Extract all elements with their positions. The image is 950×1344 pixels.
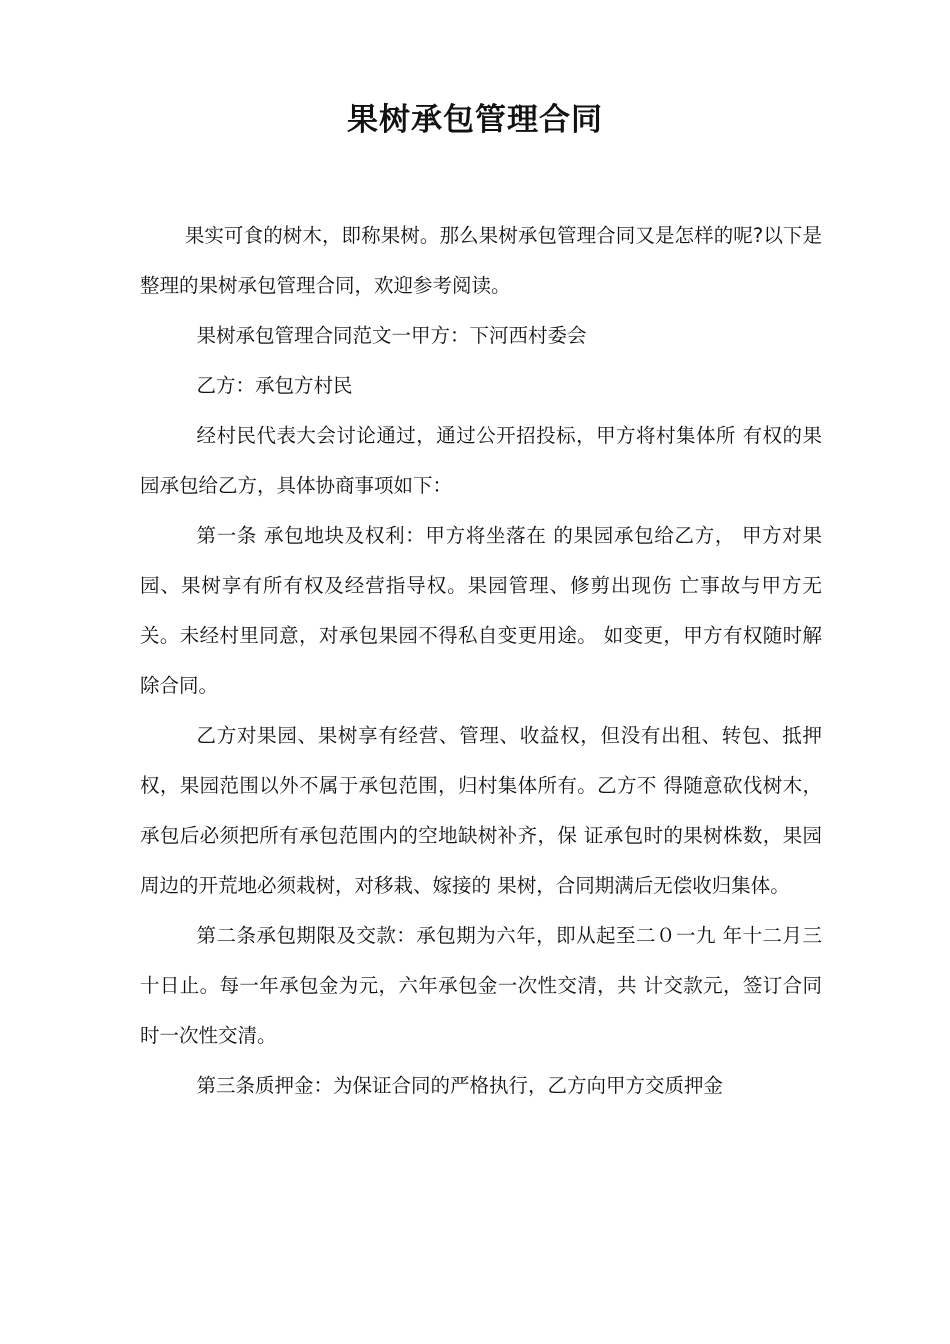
paragraph-article-1-b: 乙方对果园、果树享有经营、管理、收益权，但没有出租、转包、抵押权，果园范围以外不属于承包范围，归村集体所有。乙方不 得随意砍伐树木，承包后必须把所有承包范围内的空地缺树补齐，保 证承包时的果树株数，果园周边的开荒地必须栽树，对移栽、嫁接的 果树，合同期满后无偿收归集体。 (140, 724, 822, 897)
document-title: 果树承包管理合同 (347, 102, 603, 138)
paragraph-party-a: 果树承包管理合同范文一甲方：下河西村委会 (196, 324, 587, 347)
paragraph-party-b: 乙方：承包方村民 (196, 374, 353, 397)
paragraph-preamble: 经村民代表大会讨论通过，通过公开招投标，甲方将村集体所 有权的果园承包给乙方，具体协商事项如下： (140, 424, 822, 497)
paragraph-article-1: 第一条 承包地块及权利：甲方将坐落在 的果园承包给乙方， 甲方对果园、果树享有所有权及经营指导权。果园管理、修剪出现伤 亡事故与甲方无关。未经村里同意，对承包果园不得私自变更用途。 如变更，甲方有权随时解除合同。 (140, 524, 822, 697)
paragraph-intro: 果实可食的树木，即称果树。那么果树承包管理合同又是怎样的呢?以下是 整理的果树承包管理合同，欢迎参考阅读。 (140, 224, 822, 297)
paragraph-article-2: 第二条承包期限及交款：承包期为六年，即从起至二０一九 年十二月三十日止。每一年承包金为元，六年承包金一次性交清，共 计交款元，签订合同时一次性交清。 (140, 924, 822, 1047)
document-body (140, 211, 822, 1111)
paragraph-article-3: 第三条质押金：为保证合同的严格执行，乙方向甲方交质押金 (196, 1074, 724, 1097)
